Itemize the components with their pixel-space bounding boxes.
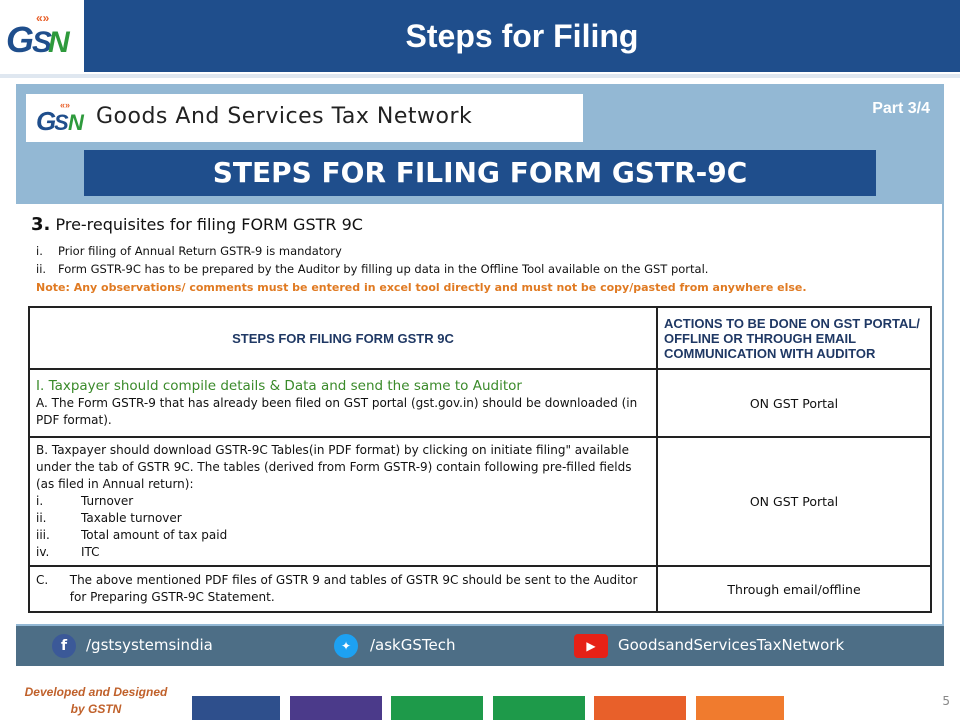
svg-text:N: N: [68, 110, 84, 135]
row-text: B. Taxpayer should download GSTR-9C Tables(in PDF format) by clicking on initiate filing" available under the tab of GSTR 9C. The tables (derived from Form GSTR-9) contain following pre-filled fields (as filed in Annual return):: [36, 443, 632, 491]
list-item: [36, 493, 652, 510]
gstn-banner: [26, 94, 583, 142]
gstn-logo: [0, 0, 82, 72]
prereq-item-text: Form GSTR-9C has to be prepared by the Auditor by filling up data in the Offline Tool available on the GST portal.: [58, 262, 709, 276]
list-item-num: iii.: [36, 528, 50, 542]
steps-title: STEPS FOR FILING FORM GSTR-9C: [212, 156, 748, 189]
svg-text:G: G: [36, 106, 57, 136]
steps-banner: [84, 150, 876, 196]
prereq-item-num: i.: [36, 244, 43, 258]
prereq-item: [36, 262, 708, 276]
svg-text:S: S: [54, 110, 69, 135]
title-bar: [84, 0, 960, 72]
row-text: The above mentioned PDF files of GSTR 9 and tables of GSTR 9C should be sent to the Auditor for Preparing GSTR-9C Statement.: [69, 573, 638, 604]
banner-text: Goods And Services Tax Network: [96, 104, 473, 129]
steps-table: [28, 306, 932, 613]
developed-by: Developed and Designed by GSTN: [24, 685, 168, 716]
prereq-item: [36, 244, 342, 258]
prereq-item-text: Prior filing of Annual Return GSTR-9 is mandatory: [58, 244, 342, 258]
prereq-title: Pre-requisites for filing FORM GSTR 9C: [55, 215, 363, 234]
table-cell-step: [29, 369, 657, 437]
footer-color-block: [192, 696, 280, 720]
table-cell-action: ON GST Portal: [657, 437, 931, 566]
svg-text:N: N: [48, 26, 70, 59]
footer-color-block: [594, 696, 686, 720]
twitter-handle[interactable]: /askGSTech: [370, 636, 456, 654]
list-item: [36, 544, 652, 561]
row-label: C.: [36, 573, 49, 587]
header: [0, 0, 960, 72]
youtube-icon: ▶: [574, 634, 608, 658]
svg-text:«»: «»: [36, 11, 50, 25]
facebook-handle[interactable]: /gstsystemsindia: [86, 636, 213, 654]
table-cell-step: [29, 566, 657, 612]
slide-image-panel: [16, 84, 944, 666]
svg-text:S: S: [32, 26, 53, 59]
list-item-text: ITC: [81, 545, 100, 559]
footer-color-block: [493, 696, 585, 720]
gstn-small-logo-icon: [32, 94, 94, 142]
svg-text:«»: «»: [60, 100, 71, 110]
table-cell-action: ON GST Portal: [657, 369, 931, 437]
list-item-text: Total amount of tax paid: [81, 528, 228, 542]
row-content: [36, 572, 652, 606]
list-item: [36, 510, 652, 527]
page-title: Steps for Filing: [405, 18, 639, 54]
list-item: [36, 527, 652, 544]
youtube-channel[interactable]: GoodsandServicesTaxNetwork: [618, 636, 845, 654]
footer-color-block: [290, 696, 382, 720]
note-text: Note: Any observations/ comments must be entered in excel tool directly and must not be copy/pasted from anywhere else.: [36, 281, 807, 294]
part-label: Part 3/4: [872, 100, 930, 117]
table-row: [29, 369, 931, 437]
table-header-row: [29, 307, 931, 369]
list-item-num: ii.: [36, 511, 47, 525]
page-number: 5: [942, 694, 950, 708]
prereq-item-num: ii.: [36, 262, 47, 276]
prereq-number: 3.: [31, 214, 51, 235]
social-bar: [16, 626, 944, 666]
twitter-icon: ✦: [334, 634, 358, 658]
table-row: [29, 437, 931, 566]
list-item-text: Taxable turnover: [81, 511, 182, 525]
svg-text:G: G: [6, 19, 35, 60]
prereq-heading: [31, 214, 363, 235]
list-item-text: Turnover: [81, 494, 134, 508]
table-cell-step: [29, 437, 657, 566]
footer-color-block: [696, 696, 784, 720]
facebook-icon: f: [52, 634, 76, 658]
list-item-num: iv.: [36, 545, 50, 559]
table-header-actions: ACTIONS TO BE DONE ON GST PORTAL/ OFFLINE OR THROUGH EMAIL COMMUNICATION WITH AUDITOR: [657, 307, 931, 369]
divider: [0, 74, 960, 78]
content-area: [16, 204, 942, 624]
row-text: A. The Form GSTR-9 that has already been filed on GST portal (gst.gov.in) should be downloaded (in PDF format).: [36, 395, 638, 427]
footer-color-block: [391, 696, 483, 720]
list-item-num: i.: [36, 494, 44, 508]
table-header-steps: STEPS FOR FILING FORM GSTR 9C: [29, 307, 657, 369]
row-title: I. Taxpayer should compile details & Data and send the same to Auditor: [36, 377, 522, 394]
table-cell-action: Through email/offline: [657, 566, 931, 612]
table-row: [29, 566, 931, 612]
gstn-logo-icon: [0, 0, 82, 72]
